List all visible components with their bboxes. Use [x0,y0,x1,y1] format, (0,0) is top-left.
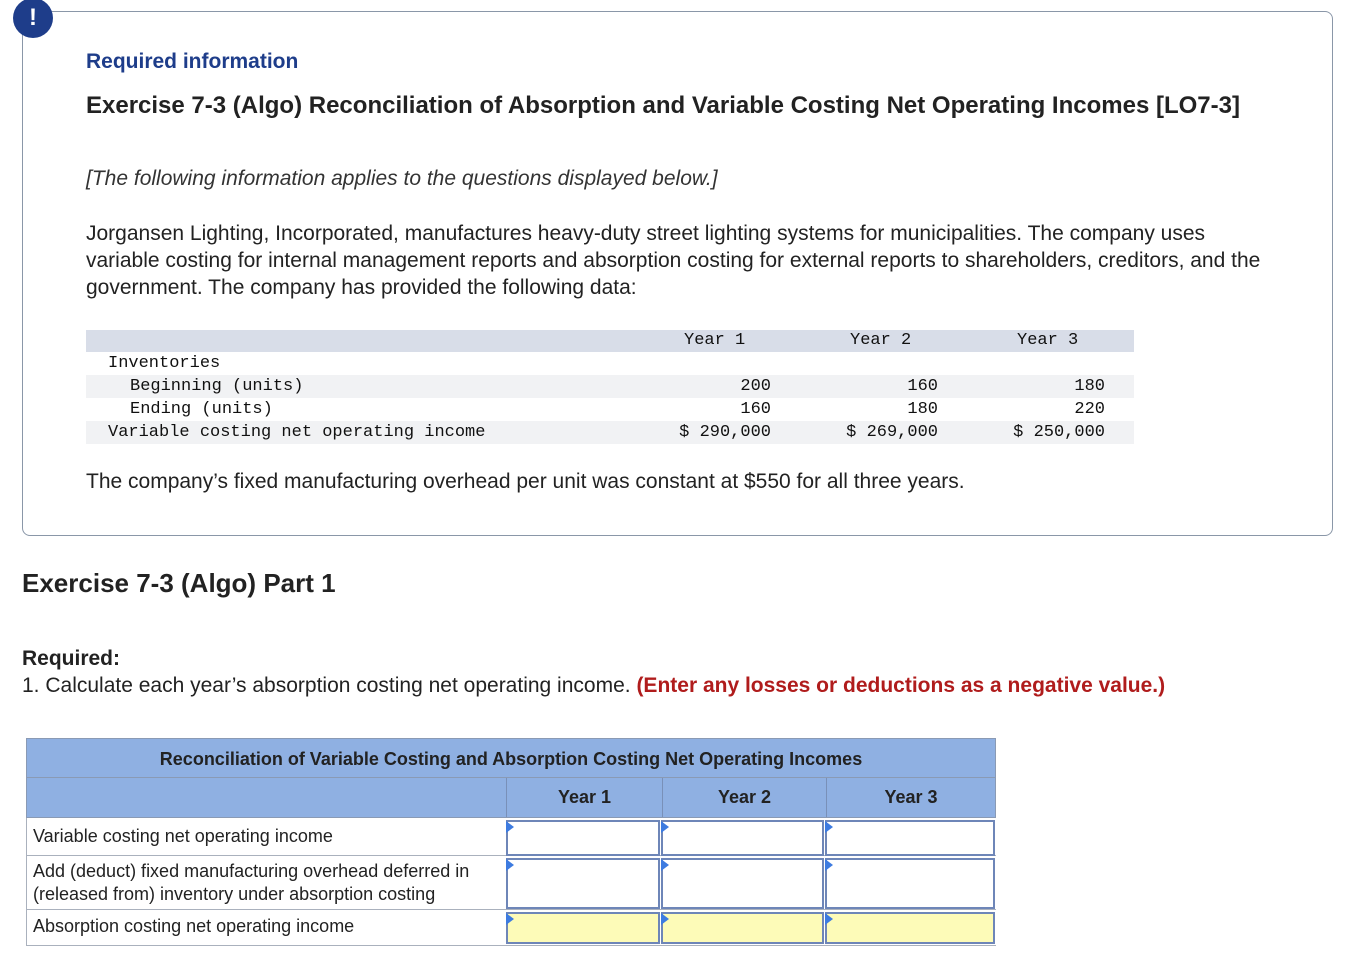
input-marker-icon [825,821,833,833]
input-marker-icon [661,859,669,871]
required-label: Required: [22,647,121,670]
problem-description: Jorgansen Lighting, Incorporated, manufactures heavy-duty street lighting systems for municipalities. The company uses variable costing for internal management reports and absorption costing for external reports to shareholders, creditors, and the government. The company has provided the following data: [86,222,1261,299]
inventory-data-table [86,330,1134,444]
cell-year-1: 160 [740,400,771,419]
cell-year-2: 160 [907,377,938,396]
column-header-year-1: Year 1 [506,778,662,817]
recon-row-fixed-overhead-deferred [26,856,996,910]
variable-noi-year-3-input[interactable] [825,820,995,856]
row-label: Inventories [108,354,221,373]
reconciliation-title: Reconciliation of Variable Costing and Absorption Costing Net Operating Incomes [26,738,996,778]
input-marker-icon [506,821,514,833]
absorption-noi-year-1-input[interactable] [506,912,660,944]
row-label: Add (deduct) fixed manufacturing overhead deferred in (released from) inventory under absorption costing [26,856,506,909]
absorption-noi-year-2-input[interactable] [661,912,824,944]
exclamation-icon: ! [13,0,53,38]
column-header-year-2: Year 2 [662,778,826,817]
cell-year-2: 180 [907,400,938,419]
data-row-variable-noi [86,421,1134,444]
absorption-noi-year-3-input[interactable] [825,912,995,944]
input-marker-icon [825,859,833,871]
row-label: Absorption costing net operating income [26,910,506,945]
variable-noi-year-2-input[interactable] [661,820,824,856]
cell-year-2: $ 269,000 [846,423,938,442]
column-header-year-3: Year 3 [826,778,995,817]
instruction-note: (Enter any losses or deductions as a negative value.) [636,674,1166,697]
variable-noi-year-1-input[interactable] [506,820,660,856]
data-table-header [86,330,1134,352]
reconciliation-header-row [26,778,996,818]
column-header-year-2: Year 2 [850,331,912,350]
cell-year-3: 220 [1074,400,1105,419]
deferred-overhead-year-3-input[interactable] [825,858,995,909]
instruction-text: 1. Calculate each year’s absorption costing net operating income. [22,674,631,697]
data-row-inventories [86,352,1134,375]
recon-row-variable-noi [26,818,996,856]
data-row-ending [86,398,1134,421]
input-marker-icon [661,821,669,833]
column-header-year-1: Year 1 [684,331,746,350]
fixed-overhead-statement: The company’s fixed manufacturing overhead per unit was constant at $550 for all three years. [86,470,965,493]
cell-year-3: 180 [1074,377,1105,396]
exercise-title: Exercise 7-3 (Algo) Reconciliation of Absorption and Variable Costing Net Operating Incomes [LO7-3] [86,92,1240,119]
recon-row-absorption-noi [26,910,996,946]
deferred-overhead-year-1-input[interactable] [506,858,660,909]
row-label: Variable costing net operating income [26,818,506,855]
cell-year-3: $ 250,000 [1013,423,1105,442]
deferred-overhead-year-2-input[interactable] [661,858,824,909]
input-marker-icon [506,913,514,925]
reconciliation-table [26,738,996,946]
part-title: Exercise 7-3 (Algo) Part 1 [22,568,336,598]
row-label: Beginning (units) [130,377,304,396]
row-label: Variable costing net operating income [108,423,486,442]
cell-year-1: 200 [740,377,771,396]
input-marker-icon [661,913,669,925]
column-header-year-3: Year 3 [1017,331,1079,350]
input-marker-icon [825,913,833,925]
row-label: Ending (units) [130,400,273,419]
instruction [22,674,1165,698]
following-information-note: [The following information applies to the questions displayed below.] [86,167,718,190]
required-information-heading: Required information [86,50,299,73]
data-row-beginning [86,375,1134,398]
input-marker-icon [506,859,514,871]
cell-year-1: $ 290,000 [679,423,771,442]
